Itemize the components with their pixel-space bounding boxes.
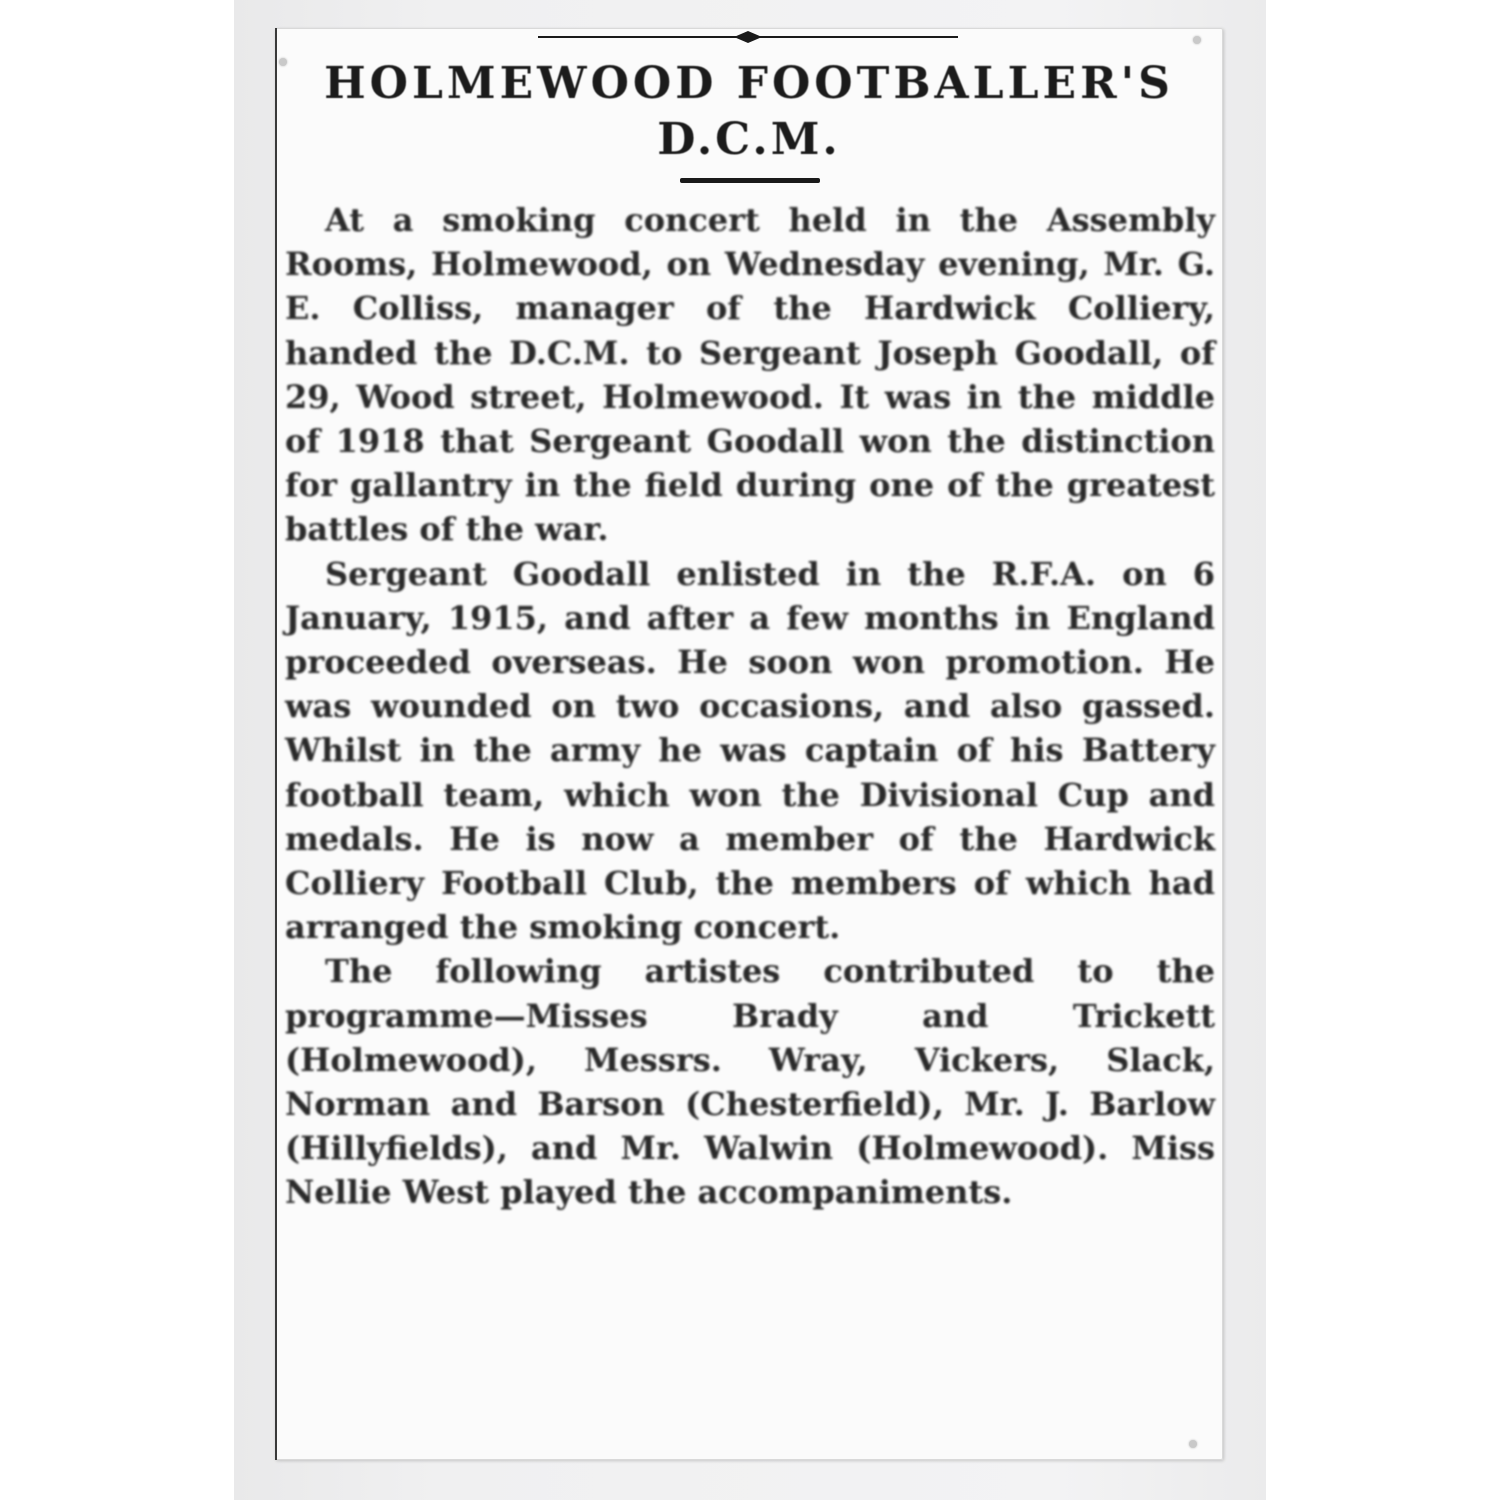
headline: HOLMEWOOD FOOTBALLER'S bbox=[324, 58, 1174, 109]
paragraph: The following artistes contributed to the programme—Misses Brady and Trickett (Holmewood), Messrs. Wray, Vickers, Slack, Norman and Barson (Chesterfield), Mr. J. Barlow (Hillyfields), and Mr. Walwin (Holmewood). Miss Nellie West played the accompaniments. bbox=[285, 952, 1215, 1212]
pin-mark bbox=[279, 58, 287, 66]
paragraph: Sergeant Goodall enlisted in the R.F.A. on 6 January, 1915, and after a few months in England proceeded overseas. He soon won promotion. He was wounded on two occasions, and also gassed. Whilst in the army he was captain of his Battery football team, which won the Divisional Cup and medals. He is now a member of the Hardwick Colliery Football Club, the members of which had arranged the smoking concert. bbox=[285, 554, 1215, 947]
separator-rule bbox=[680, 178, 820, 183]
pin-mark bbox=[1193, 36, 1201, 44]
newspaper-clipping bbox=[275, 28, 1223, 1460]
article-body bbox=[285, 198, 1215, 1215]
pin-mark bbox=[1189, 1440, 1197, 1448]
ornamental-rule bbox=[538, 31, 958, 43]
headline-subtitle: D.C.M. bbox=[657, 114, 841, 165]
paragraph: At a smoking concert held in the Assembly Rooms, Holmewood, on Wednesday evening, Mr. G. E. Colliss, manager of the Hardwick Colliery, handed the D.C.M. to Sergeant Joseph Goodall, of 29, Wood street, Holmewood. It was in the middle of 1918 that Sergeant Goodall won the distinction for gallantry in the field during one of the greatest battles of the war. bbox=[285, 201, 1215, 549]
